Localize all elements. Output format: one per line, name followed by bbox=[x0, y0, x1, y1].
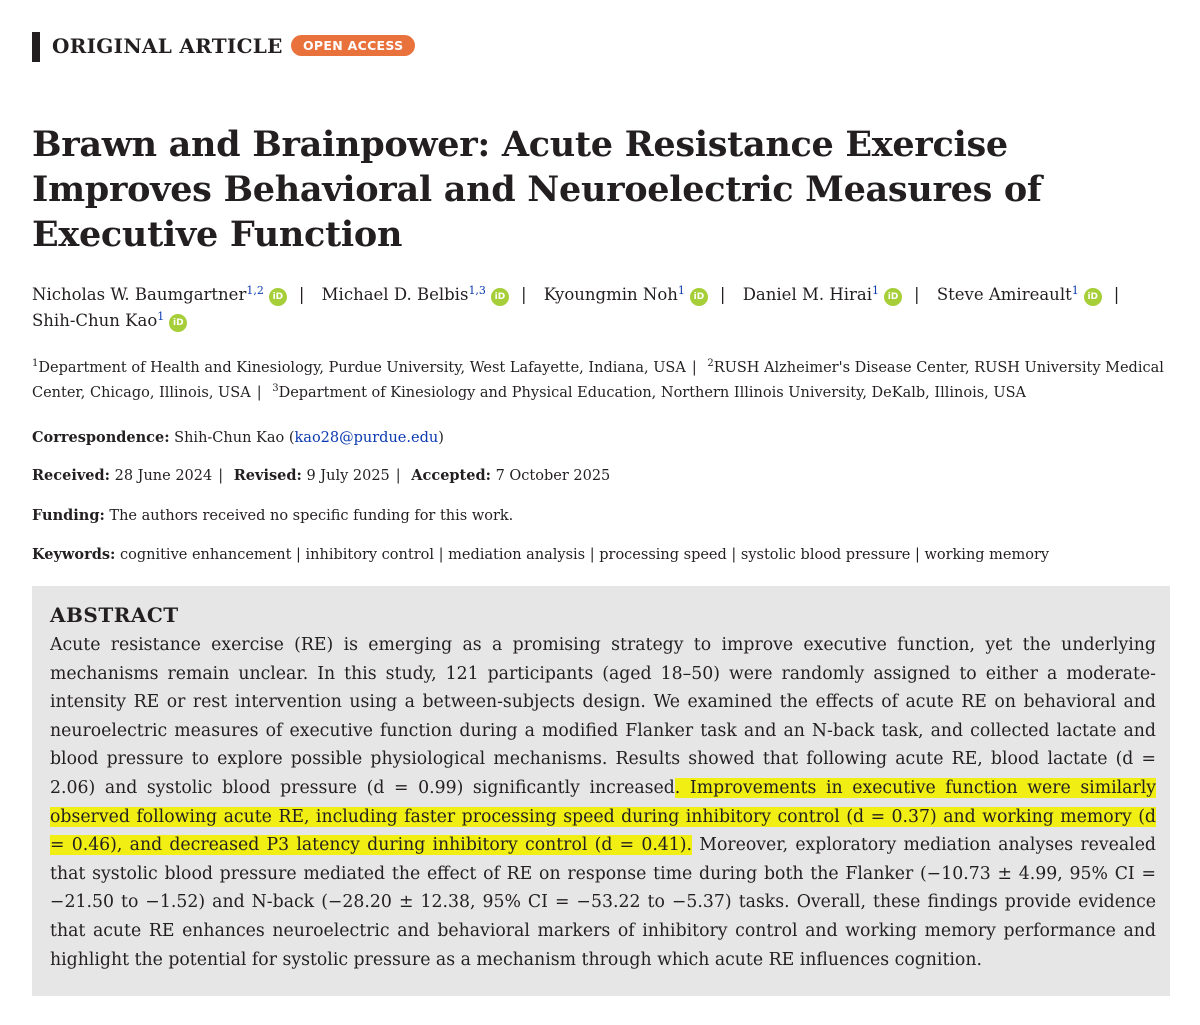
accepted-label: Accepted: bbox=[411, 467, 491, 484]
orcid-icon[interactable]: iD bbox=[491, 288, 509, 306]
author-name[interactable]: Nicholas W. Baumgartner bbox=[32, 285, 247, 304]
keywords: Keywords: cognitive enhancement | inhibitory control | mediation analysis | processing speed | systolic blood pressure | working memory bbox=[32, 546, 1050, 563]
open-access-badge[interactable]: OPEN ACCESS bbox=[291, 35, 415, 56]
author-1[interactable] bbox=[32, 285, 287, 304]
orcid-icon[interactable]: iD bbox=[884, 288, 902, 306]
article-type-bar bbox=[32, 32, 40, 62]
article-title: Brawn and Brainpower: Acute Resistance Exercise Improves Behavioral and Neuroelectric Measures of Executive Function bbox=[32, 124, 1042, 255]
author-name[interactable]: Shih-Chun Kao bbox=[32, 311, 158, 330]
abstract-part-1: Acute resistance exercise (RE) is emerging as a promising strategy to improve executive function, yet the underlying mechanisms remain unclear. In this study, 121 participants (aged 18–50) were randomly assigned to either a moderate-intensity RE or rest intervention using a between-subjects design. We examined the effects of acute RE on behavioral and neuroelectric measures of executive function during a modified Flanker task and an N-back task, and collected lactate and blood pressure to explore possible physiological mechanisms. Results showed that following acute RE, blood lactate (d = 2.06) and systolic blood pressure (d = 0.99) significantly increased bbox=[50, 635, 1156, 798]
funding bbox=[32, 505, 1172, 527]
correspondence: Correspondence: Shih-Chun Kao (kao28@purdue.edu) bbox=[32, 429, 444, 446]
author-affil-sup[interactable]: 1 bbox=[677, 284, 685, 297]
abstract-heading: ABSTRACT bbox=[50, 603, 179, 627]
author-affil-sup[interactable]: 1 bbox=[157, 310, 165, 323]
affiliation-3: Department of Kinesiology and Physical Education, Northern Illinois University, DeKalb, Illinois, USA bbox=[278, 385, 1026, 401]
funding-text: The authors received no specific funding for this work. bbox=[109, 508, 514, 524]
author-name[interactable]: Daniel M. Hirai bbox=[742, 285, 873, 304]
correspondence-name: Shih-Chun Kao bbox=[174, 430, 285, 446]
keywords-label: Keywords: bbox=[32, 546, 116, 563]
revised-date: 9 July 2025 bbox=[306, 468, 390, 484]
abstract-part-2: Moreover, exploratory mediation analyses revealed that systolic blood pressure mediated the effect of RE on response time during both the Flanker (−10.73 ± 4.99, 95% CI = −21.50 to −1.52) and N-back (−28.20 ± 12.38, 95% CI = −53.22 to −5.37) tasks. Overall, these findings provide evidence that acute RE enhances neuroelectric and behavioral markers of inhibitory control and working memory performance and highlight the potential for systolic pressure as a mechanism through which acute RE influences cognition. bbox=[50, 835, 1156, 970]
author-name[interactable]: Kyoungmin Noh bbox=[543, 285, 678, 304]
keyword[interactable]: inhibitory control bbox=[305, 547, 434, 563]
author-affil-sup[interactable]: 1 bbox=[872, 284, 880, 297]
author-5[interactable] bbox=[937, 285, 1102, 304]
affiliation-1: Department of Health and Kinesiology, Purdue University, West Lafayette, Indiana, USA bbox=[38, 360, 686, 376]
affiliations: $^1$Department of Health and Kinesiology, Purdue University, West Lafayette, Indiana, USA | $^2$RUSH Alzheimer's Disease Center, RUSH University Medical Center, Chicago, Illinois, USA | $^3$Department of Kinesiology and Physical Education, Northern Illinois University, DeKalb, Illinois, USA bbox=[32, 358, 1164, 401]
author-name[interactable]: Steve Amireault bbox=[936, 285, 1072, 304]
author-6[interactable] bbox=[32, 311, 187, 330]
author-4[interactable] bbox=[743, 285, 902, 304]
author-name[interactable]: Michael D. Belbis bbox=[321, 285, 469, 304]
orcid-icon[interactable]: iD bbox=[690, 288, 708, 306]
orcid-icon[interactable]: iD bbox=[1084, 288, 1102, 306]
affiliation-2: RUSH Alzheimer's Disease Center, RUSH University Medical Center, Chicago, Illinois, USA bbox=[32, 360, 1164, 401]
author-2[interactable] bbox=[322, 285, 509, 304]
keyword[interactable]: cognitive enhancement bbox=[120, 547, 292, 563]
revised-label: Revised: bbox=[233, 467, 302, 484]
author-affil-sup[interactable]: 1,3 bbox=[468, 284, 486, 297]
author-affil-sup[interactable]: 1,2 bbox=[246, 284, 264, 297]
abstract-text bbox=[50, 631, 1156, 974]
orcid-icon[interactable]: iD bbox=[269, 288, 287, 306]
abstract-highlight: . Improvements in executive function were similarly observed following acute RE, including faster processing speed during inhibitory control (d = 0.37) and working memory (d = 0.46), and decreased P3 latency during inhibitory control (d = 0.41). bbox=[50, 777, 1157, 856]
correspondence-label: Correspondence: bbox=[32, 429, 170, 446]
article-type-label: ORIGINAL ARTICLE bbox=[52, 34, 283, 58]
received-date: 28 June 2024 bbox=[114, 468, 213, 484]
received-label: Received: bbox=[32, 467, 110, 484]
author-3[interactable] bbox=[544, 285, 708, 304]
keyword[interactable]: mediation analysis bbox=[448, 547, 586, 563]
author-list: Nicholas W. Baumgartner$^{1,2}$ iD | Michael D. Belbis$^{1,3}$ iD | Kyoungmin Noh$^1$ iD | Daniel M. Hirai$^1$ iD | Steve Amireault$^1$ iD | Shih-Chun Kao$^1$ iD bbox=[32, 284, 1120, 330]
keyword[interactable]: working memory bbox=[924, 547, 1050, 563]
author-affil-sup[interactable]: 1 bbox=[1071, 284, 1079, 297]
correspondence-email-link[interactable]: kao28@purdue.edu bbox=[294, 430, 439, 446]
keyword[interactable]: processing speed bbox=[599, 547, 727, 563]
article-dates: Received: 28 June 2024 | Revised: 9 July 2025 | Accepted: 7 October 2025 bbox=[32, 467, 611, 484]
keyword[interactable]: systolic blood pressure bbox=[740, 547, 911, 563]
funding-label: Funding: bbox=[32, 507, 105, 524]
orcid-icon[interactable]: iD bbox=[169, 314, 187, 332]
abstract-box bbox=[32, 586, 1170, 996]
accepted-date: 7 October 2025 bbox=[495, 468, 611, 484]
